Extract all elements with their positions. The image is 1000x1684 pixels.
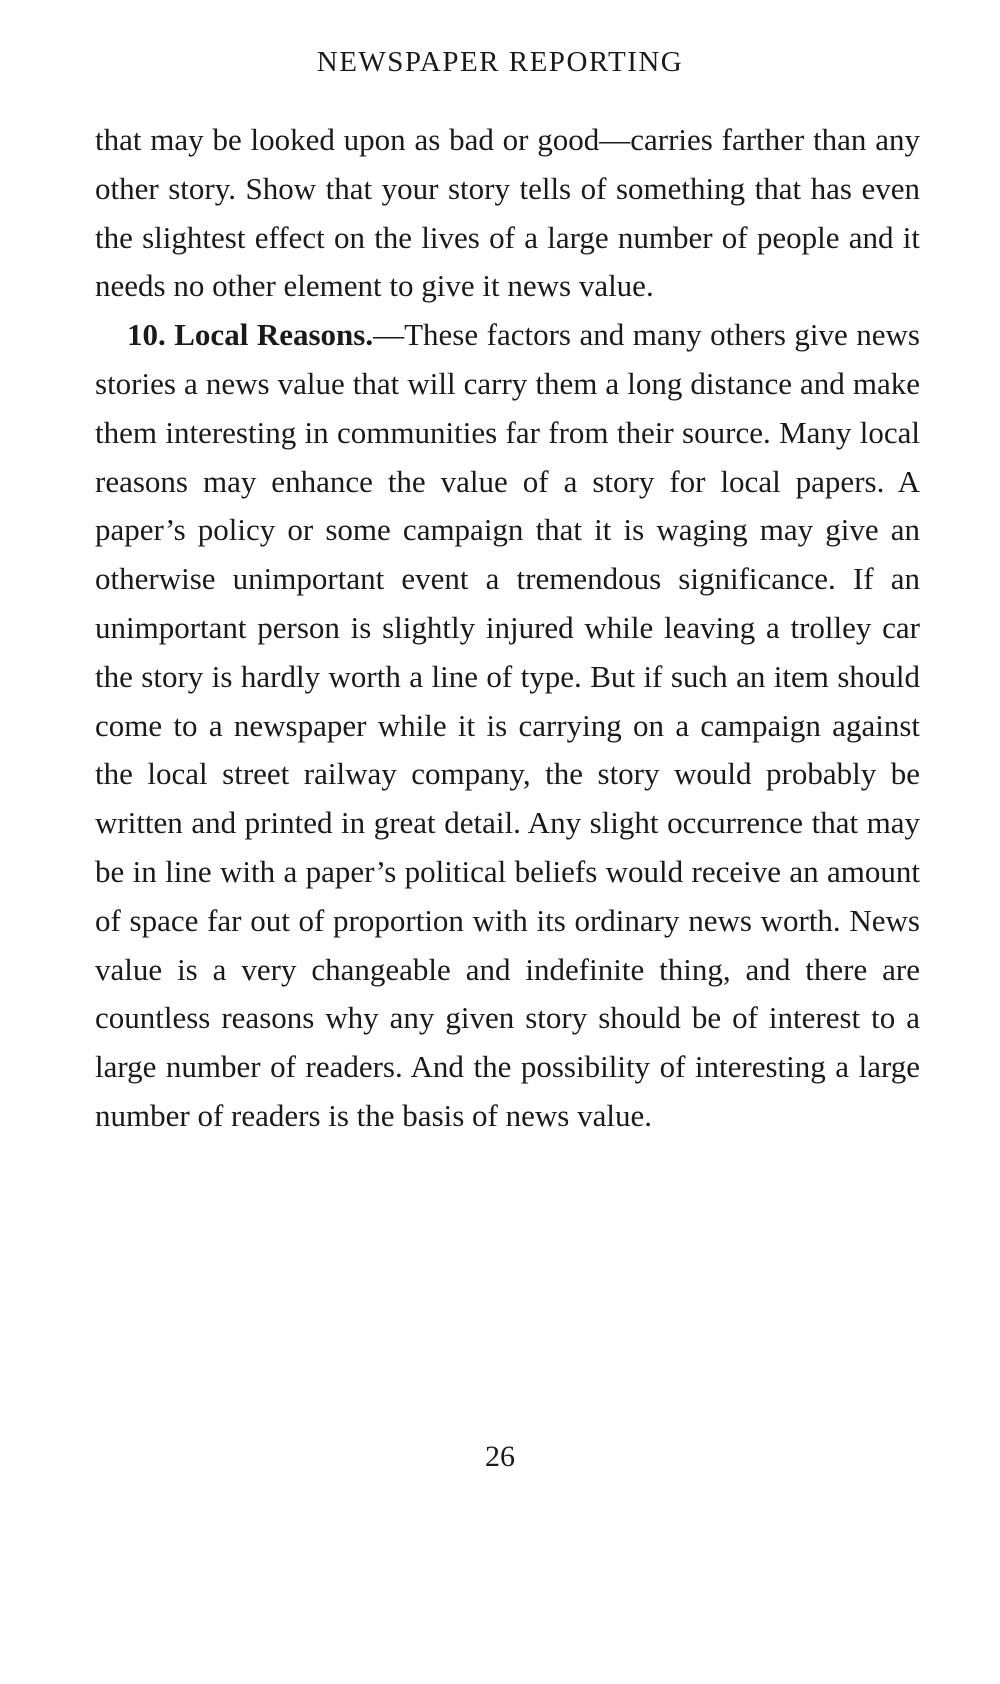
continued-paragraph: that may be looked upon as bad or good—carries farther than any other story. Show that your story tells of something that has even the slightest effect on the lives of a large number of people and it needs no other element to give it news value. xyxy=(95,122,920,304)
running-head: NEWSPAPER REPORTING xyxy=(316,46,684,78)
section-text: —These factors and many others give news stories a news value that will carry them a long distance and make them interesting in communities far from their source. Many local reasons may enhance the value of a story for local papers. A paper’s policy or some campaign that it is waging may give an otherwise unimportant event a tremendous significance. If an unimportant person is slightly injured while leaving a trolley car the story is hardly worth a line of type. But if such an item should come to a newspaper while it is carrying on a campaign against the local street railway company, the story would probably be written and printed in great detail. Any slight occurrence that may be in line with a paper’s political beliefs would receive an amount of space far out of proportion with its ordinary news worth. News value is a very changeable and indefinite thing, and there are countless reasons why any given story should be of interest to a large number of readers. And the possibility of interesting a large number of readers is the basis of news value. xyxy=(95,317,920,1133)
section-heading: 10. Local Reasons. xyxy=(127,317,374,353)
body-text xyxy=(95,116,920,1141)
section-paragraph xyxy=(95,311,920,1141)
page-number: 26 xyxy=(485,1440,515,1473)
